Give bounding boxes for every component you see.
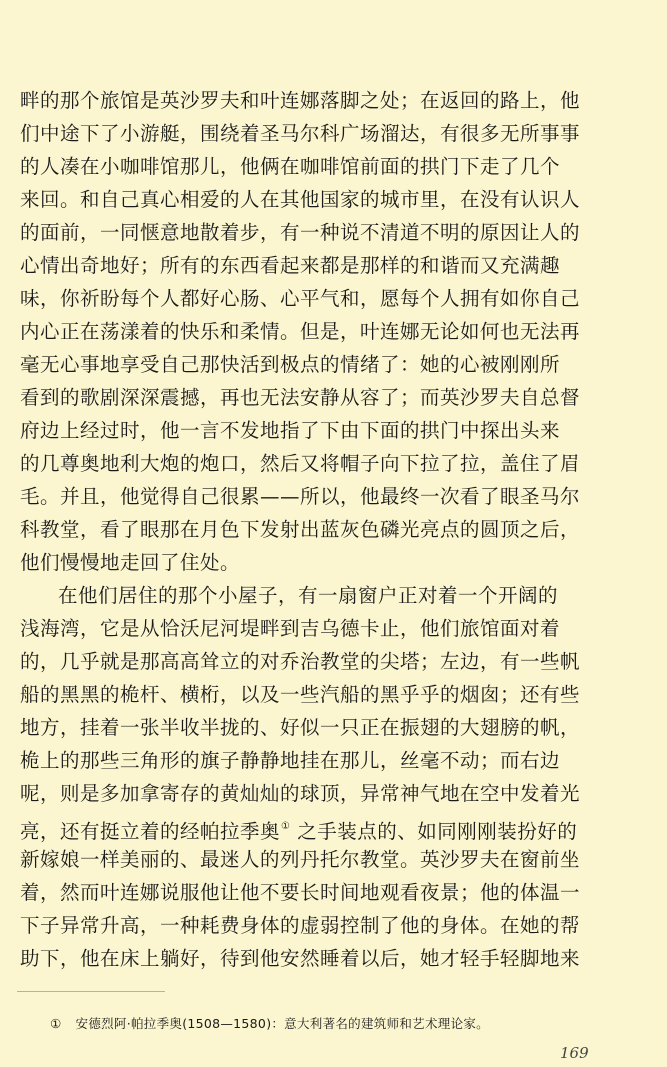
footnote-number: ① [50, 1016, 62, 1031]
text-line: 们中途下了小游艇，围绕着圣马尔科广场溜达，有很多无所事事 [20, 122, 581, 145]
text-line: 浅海湾，它是从恰沃尼河堤畔到吉乌德卡止，他们旅馆面对着 [20, 617, 561, 640]
text-line: 的面前，一同惬意地散着步，有一种说不清道不明的原因让人的 [20, 221, 581, 244]
text-line: 内心正在荡漾着的快乐和柔情。但是，叶连娜无论如何也无法再 [20, 320, 581, 343]
text-line: 畔的那个旅馆是英沙罗夫和叶连娜落脚之处；在返回的路上，他 [20, 89, 581, 112]
text-line: 毛。并且，他觉得自己很累——所以，他最终一次看了眼圣马尔 [20, 485, 581, 508]
text-line: 助下，他在床上躺好，待到他安然睡着以后，她才轻手轻脚地来 [20, 947, 581, 970]
text-segment: 亮，还有挺立着的经帕拉季奥 [20, 820, 281, 843]
page-number: 169 [560, 1044, 589, 1062]
text-line: 看到的歌剧深深震撼，再也无法安静从容了；而英沙罗夫自总督 [20, 386, 581, 409]
text-line: 地方，挂着一张半收半拢的、好似一只正在振翅的大翅膀的帆， [20, 716, 581, 739]
footnote-reference[interactable]: ① [281, 821, 291, 832]
text-line: 着，然而叶连娜说服他让他不要长时间地观看夜景；他的体温一 [20, 881, 581, 904]
footnote-divider [17, 991, 165, 992]
text-line: 心情出奇地好；所有的东西看起来都是那样的和谐而又充满趣 [20, 254, 561, 277]
text-line: 船的黑黑的桅杆、横桁，以及一些汽船的黑乎乎的烟囱；还有些 [20, 683, 581, 706]
text-line: 的，几乎就是那高高耸立的对乔治教堂的尖塔；左边，有一些帆 [20, 650, 581, 673]
text-line: 府边上经过时，他一言不发地指了下由下面的拱门中探出头来 [20, 419, 561, 442]
text-line: 科教堂，看了眼那在月色下发射出蓝灰色磷光亮点的圆顶之后， [20, 518, 581, 541]
footnote [50, 1014, 489, 1032]
text-line: 的人凑在小咖啡馆那儿，他俩在咖啡馆前面的拱门下走了几个 [20, 155, 561, 178]
text-line: 的几尊奥地利大炮的炮口，然后又将帽子向下拉了拉，盖住了眉 [20, 452, 581, 475]
footnote-text: 安德烈阿·帕拉季奥(1508—1580)：意大利著名的建筑师和艺术理论家。 [75, 1016, 489, 1031]
text-line-with-footnote [0, 810, 667, 843]
text-line: 他们慢慢地走回了住处。 [20, 551, 241, 574]
text-line: 新嫁娘一样美丽的、最迷人的列丹托尔教堂。英沙罗夫在窗前坐 [20, 848, 581, 871]
body-text [0, 84, 667, 975]
text-line: 呢，则是多加拿寄存的黄灿灿的球顶，异常神气地在空中发着光 [20, 782, 581, 805]
text-line: 下子异常升高，一种耗费身体的虚弱控制了他的身体。在她的帮 [20, 914, 581, 937]
text-line: 来回。和自己真心相爱的人在其他国家的城市里，在没有认识人 [20, 188, 581, 211]
text-line: 味，你祈盼每个人都好心肠、心平气和，愿每个人拥有如你自己 [20, 287, 581, 310]
paragraph-start-line: 在他们居住的那个小屋子，有一扇窗户正对着一个开阔的 [58, 584, 559, 607]
text-segment: 之手装点的、如同刚刚装扮好的 [297, 820, 578, 843]
text-line: 毫无心事地享受自己那快活到极点的情绪了：她的心被刚刚所 [20, 353, 561, 376]
text-line: 桅上的那些三角形的旗子静静地挂在那儿，丝毫不动；而右边 [20, 749, 561, 772]
